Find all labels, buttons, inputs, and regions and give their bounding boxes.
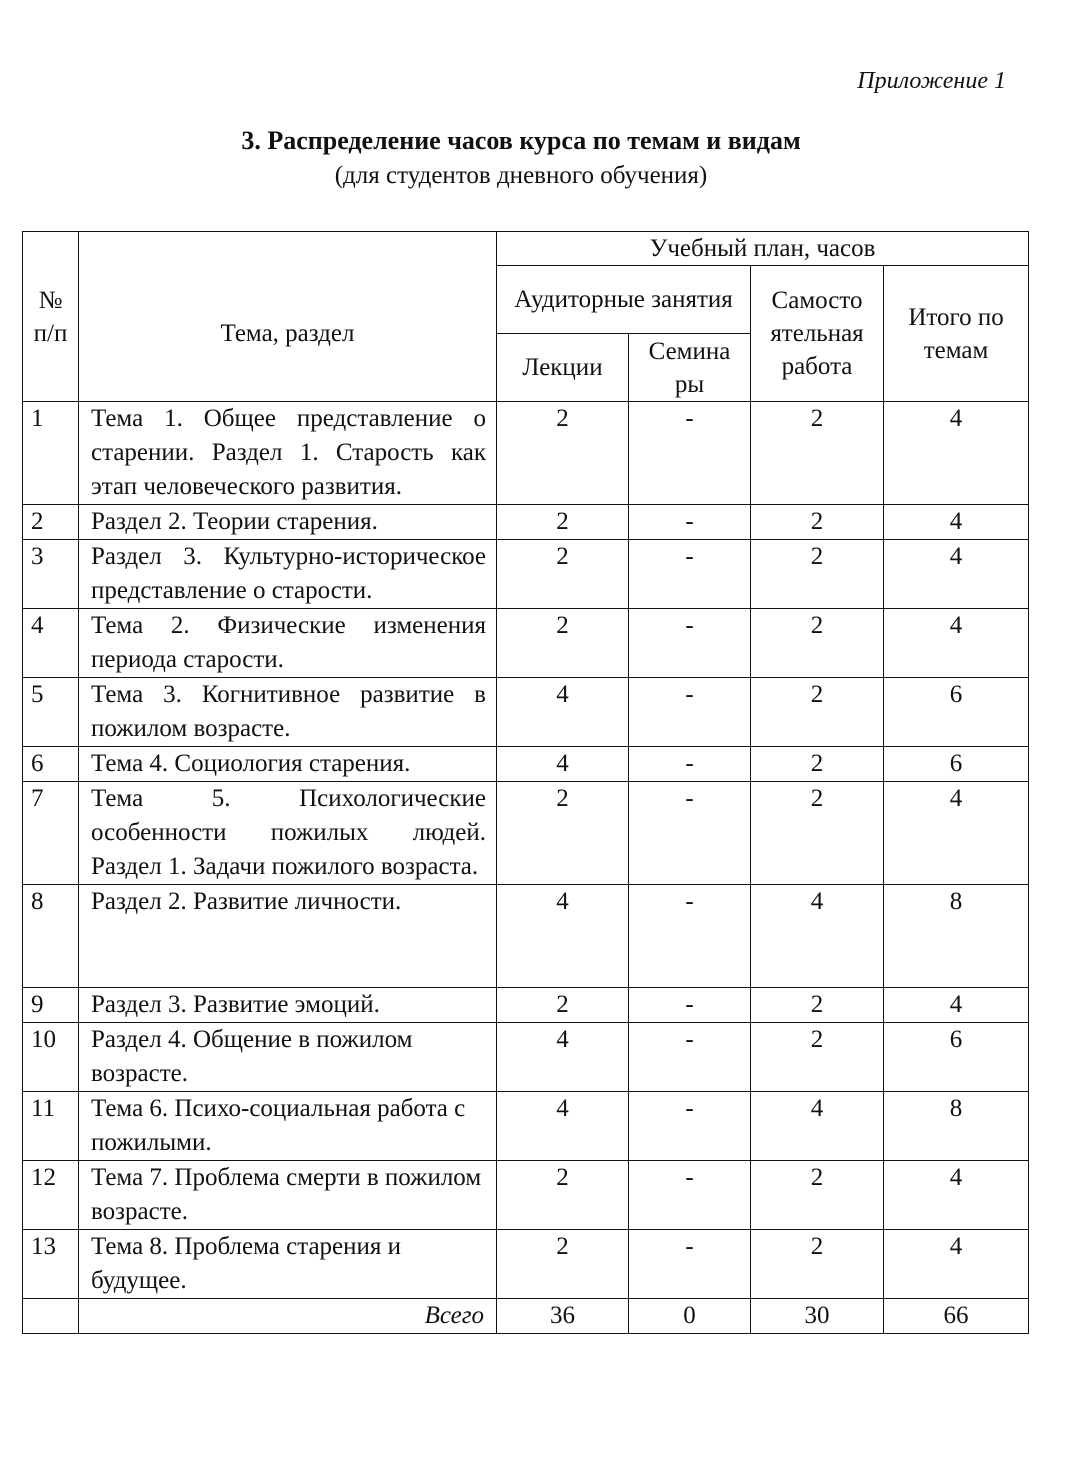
row-total: 4	[884, 402, 1029, 505]
row-seminars: -	[629, 988, 751, 1023]
row-topic: Тема 1. Общее представление о старении. Раздел 1. Старость как этап человеческого развития.	[79, 402, 497, 505]
row-topic: Раздел 3. Культурно-историческое представление о старости.	[79, 540, 497, 609]
table-row	[23, 747, 1029, 782]
row-number: 4	[23, 609, 79, 678]
table-row	[23, 1092, 1029, 1161]
row-self-work: 2	[751, 505, 884, 540]
row-number: 5	[23, 678, 79, 747]
hours-table	[22, 231, 1029, 1334]
table-row	[23, 540, 1029, 609]
row-self-work: 4	[751, 885, 884, 988]
row-topic: Раздел 2. Развитие личности.	[79, 885, 497, 988]
row-total: 8	[884, 885, 1029, 988]
header-self: Самосто ятельная работа	[751, 266, 884, 402]
appendix-label: Приложение 1	[857, 68, 1006, 94]
header-num: № п/п	[23, 232, 79, 402]
table-row	[23, 1023, 1029, 1092]
row-lectures: 4	[497, 885, 629, 988]
row-total: 4	[884, 782, 1029, 885]
table-row	[23, 885, 1029, 988]
row-lectures: 4	[497, 1092, 629, 1161]
header-total: Итого по темам	[884, 266, 1029, 402]
row-seminars: -	[629, 1230, 751, 1299]
row-number: 1	[23, 402, 79, 505]
row-lectures: 2	[497, 1161, 629, 1230]
header-plan: Учебный план, часов	[497, 232, 1029, 266]
row-number: 10	[23, 1023, 79, 1092]
row-self-work: 4	[751, 1092, 884, 1161]
header-seminars: Семина ры	[629, 334, 751, 402]
row-topic: Тема 5. Психологические особенности пожилых людей. Раздел 1. Задачи пожилого возраста.	[79, 782, 497, 885]
row-number: 7	[23, 782, 79, 885]
row-topic: Тема 2. Физические изменения периода старости.	[79, 609, 497, 678]
totals-label: Всего	[79, 1299, 497, 1334]
row-lectures: 2	[497, 988, 629, 1023]
row-self-work: 2	[751, 747, 884, 782]
row-lectures: 2	[497, 540, 629, 609]
row-total: 4	[884, 540, 1029, 609]
row-seminars: -	[629, 1161, 751, 1230]
table-row	[23, 782, 1029, 885]
row-topic: Тема 4. Социология старения.	[79, 747, 497, 782]
row-self-work: 2	[751, 1230, 884, 1299]
totals-total: 66	[884, 1299, 1029, 1334]
table-row	[23, 609, 1029, 678]
table-row	[23, 678, 1029, 747]
header-auditorium: Аудиторные занятия	[497, 266, 751, 334]
document-subtitle: (для студентов дневного обучения)	[334, 162, 708, 189]
row-number: 11	[23, 1092, 79, 1161]
row-lectures: 2	[497, 402, 629, 505]
row-self-work: 2	[751, 540, 884, 609]
row-self-work: 2	[751, 988, 884, 1023]
row-total: 4	[884, 505, 1029, 540]
row-lectures: 4	[497, 678, 629, 747]
row-self-work: 2	[751, 1161, 884, 1230]
row-topic: Тема 6. Психо-социальная работа с пожилыми.	[79, 1092, 497, 1161]
row-self-work: 2	[751, 782, 884, 885]
row-self-work: 2	[751, 1023, 884, 1092]
row-topic: Раздел 4. Общение в пожилом возрасте.	[79, 1023, 497, 1092]
table-row	[23, 988, 1029, 1023]
header-lectures: Лекции	[497, 334, 629, 402]
header-topic: Тема, раздел	[79, 232, 497, 402]
totals-lectures: 36	[497, 1299, 629, 1334]
row-total: 4	[884, 1161, 1029, 1230]
row-self-work: 2	[751, 678, 884, 747]
totals-num-empty	[23, 1299, 79, 1334]
row-total: 6	[884, 1023, 1029, 1092]
table-row	[23, 505, 1029, 540]
totals-seminars: 0	[629, 1299, 751, 1334]
row-seminars: -	[629, 505, 751, 540]
row-seminars: -	[629, 782, 751, 885]
row-total: 6	[884, 747, 1029, 782]
row-total: 4	[884, 988, 1029, 1023]
row-seminars: -	[629, 747, 751, 782]
table-row	[23, 1230, 1029, 1299]
row-number: 2	[23, 505, 79, 540]
row-lectures: 4	[497, 747, 629, 782]
row-topic: Раздел 2. Теории старения.	[79, 505, 497, 540]
row-seminars: -	[629, 402, 751, 505]
totals-row	[23, 1299, 1029, 1334]
row-seminars: -	[629, 1023, 751, 1092]
row-number: 6	[23, 747, 79, 782]
row-self-work: 2	[751, 402, 884, 505]
row-seminars: -	[629, 540, 751, 609]
table-row	[23, 1161, 1029, 1230]
row-lectures: 2	[497, 782, 629, 885]
row-number: 13	[23, 1230, 79, 1299]
row-topic: Тема 7. Проблема смерти в пожилом возрасте.	[79, 1161, 497, 1230]
row-topic: Тема 8. Проблема старения и будущее.	[79, 1230, 497, 1299]
row-number: 12	[23, 1161, 79, 1230]
row-topic: Раздел 3. Развитие эмоций.	[79, 988, 497, 1023]
row-seminars: -	[629, 678, 751, 747]
row-total: 6	[884, 678, 1029, 747]
row-number: 3	[23, 540, 79, 609]
row-self-work: 2	[751, 609, 884, 678]
row-total: 4	[884, 609, 1029, 678]
row-number: 8	[23, 885, 79, 988]
row-seminars: -	[629, 885, 751, 988]
table-row	[23, 402, 1029, 505]
row-total: 4	[884, 1230, 1029, 1299]
totals-self-work: 30	[751, 1299, 884, 1334]
row-lectures: 2	[497, 1230, 629, 1299]
document-title: 3. Распределение часов курса по темам и видам	[241, 126, 801, 155]
row-lectures: 4	[497, 1023, 629, 1092]
row-seminars: -	[629, 1092, 751, 1161]
row-lectures: 2	[497, 505, 629, 540]
row-total: 8	[884, 1092, 1029, 1161]
row-topic: Тема 3. Когнитивное развитие в пожилом возрасте.	[79, 678, 497, 747]
row-number: 9	[23, 988, 79, 1023]
row-seminars: -	[629, 609, 751, 678]
row-lectures: 2	[497, 609, 629, 678]
